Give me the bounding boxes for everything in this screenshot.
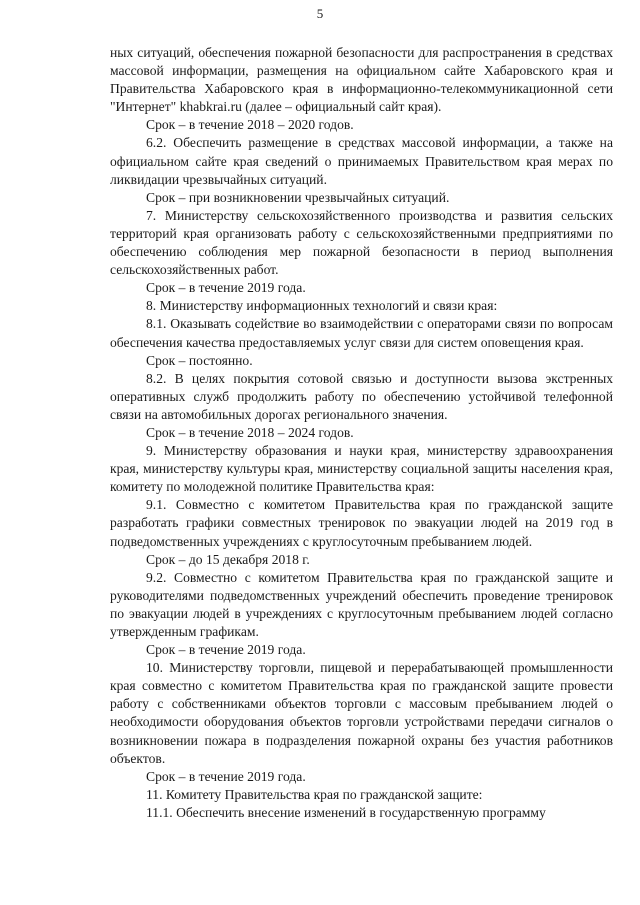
paragraph: 9.1. Совместно с комитетом Правительства края по гражданской защите разработать графики совместных тренировок по эвакуации людей на 2019 год в подведомственных учреждениях с круглосуточным пребыванием людей. bbox=[110, 497, 613, 549]
deadline-paragraph: Срок – в течение 2019 года. bbox=[146, 768, 306, 784]
paragraph: 8. Министерству информационных технологий и связи края: bbox=[146, 298, 498, 314]
document-body bbox=[110, 44, 613, 822]
paragraph: 9.2. Совместно с комитетом Правительства края по гражданской защите и руководителями подведомственных учреждений обеспечить проведение тренировок по эвакуации людей в учреждениях с круглосуточным пребыванием людей согласно утвержденным графикам. bbox=[110, 569, 613, 639]
deadline-paragraph: Срок – при возникновении чрезвычайных ситуаций. bbox=[146, 189, 450, 205]
deadline-paragraph: Срок – в течение 2018 – 2020 годов. bbox=[146, 117, 354, 133]
paragraph: 11.1. Обеспечить внесение изменений в государственную программу bbox=[146, 804, 546, 820]
deadline-paragraph: Срок – в течение 2019 года. bbox=[146, 280, 306, 296]
page-number: 5 bbox=[316, 6, 324, 21]
deadline-paragraph: Срок – постоянно. bbox=[146, 352, 253, 368]
paragraph: 8.2. В целях покрытия сотовой связью и доступности вызова экстренных оперативных служб продолжить работу по обеспечению устойчивой телефонной связи на автомобильных дорогах регионального значения. bbox=[110, 370, 613, 422]
paragraph: 8.1. Оказывать содействие во взаимодействии с операторами связи по вопросам обеспечения качества предоставляемых услуг связи для систем оповещения края. bbox=[110, 316, 613, 350]
deadline-paragraph: Срок – в течение 2019 года. bbox=[146, 642, 306, 658]
deadline-paragraph: Срок – до 15 декабря 2018 г. bbox=[146, 551, 310, 567]
paragraph: 11. Комитету Правительства края по гражданской защите: bbox=[146, 786, 483, 802]
deadline-paragraph: Срок – в течение 2018 – 2024 годов. bbox=[146, 424, 354, 440]
paragraph: 6.2. Обеспечить размещение в средствах массовой информации, а также на официальном сайте края сведений о принимаемых Правительством края мерах по ликвидации чрезвычайных ситуаций. bbox=[110, 135, 613, 187]
paragraph: 9. Министерству образования и науки края, министерству здравоохранения края, министерству культуры края, министерству социальной защиты населения края, комитету по молодежной политике Правительства края: bbox=[110, 443, 613, 495]
paragraph: 7. Министерству сельскохозяйственного производства и развития сельских территорий края организовать работу с сельскохозяйственными предприятиями по обеспечению соблюдения мер пожарной безопасности в период выполнения сельскохозяйственных работ. bbox=[110, 207, 613, 278]
paragraph-continuation: ных ситуаций, обеспечения пожарной безопасности для распространения в средствах массовой информации, размещения на официальном сайте Хабаровского края и Правительства Хабаровского края в информационно-телекоммуникационной сети "Интернет" khabkrai.ru (далее – официальный сайт края). bbox=[110, 45, 613, 115]
paragraph: 10. Министерству торговли, пищевой и перерабатывающей промышленности края совместно с комитетом Правительства края по гражданской защите провести работу с собственниками объектов торговли с массовым пребыванием людей о необходимости оборудования объектов торговли устройствами передачи сигналов о возникновении пожара в подразделения пожарной охраны без участия работников объектов. bbox=[110, 660, 613, 766]
